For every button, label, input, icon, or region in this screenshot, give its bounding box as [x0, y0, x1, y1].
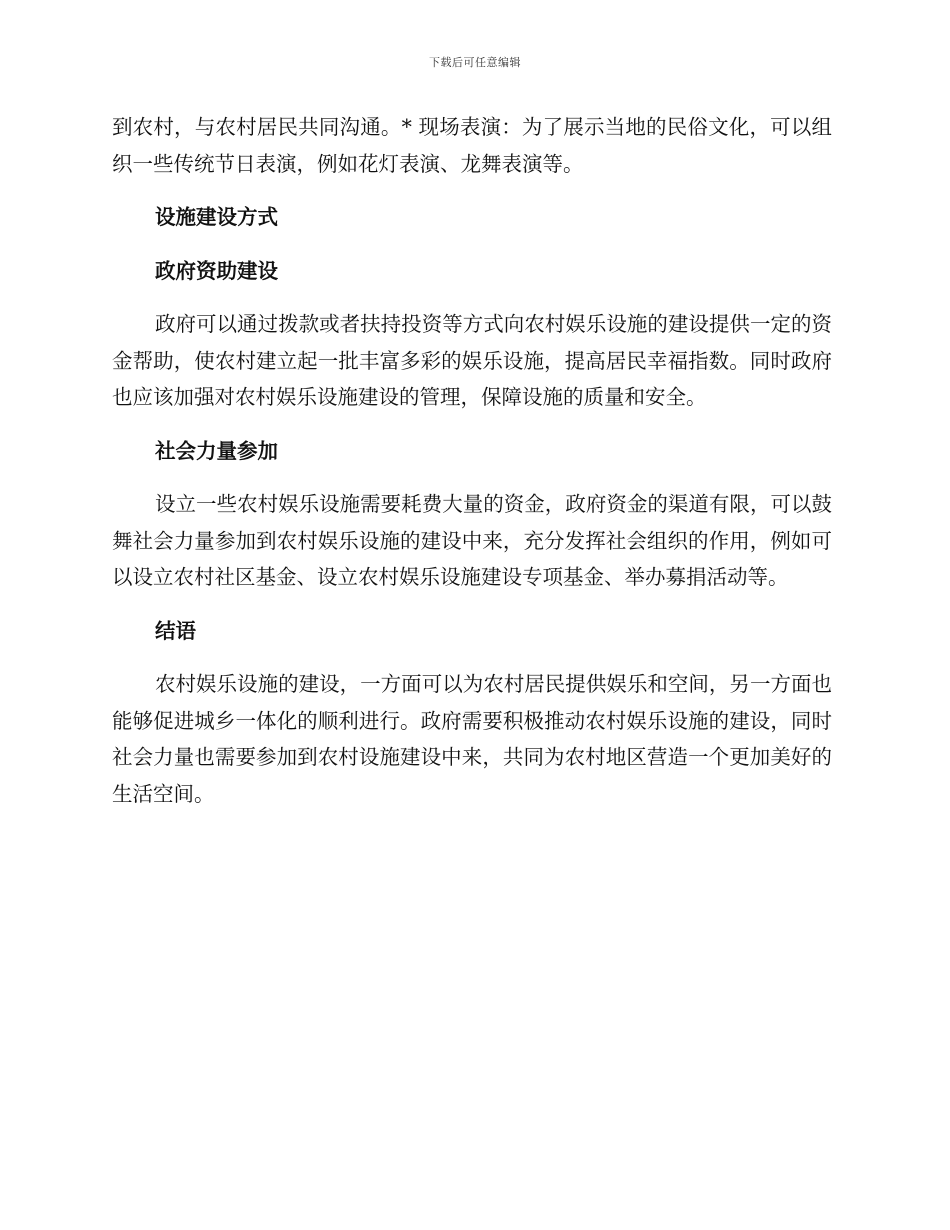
subsection-heading-government: 政府资助建设 — [155, 258, 278, 283]
conclusion-paragraph: 农村娱乐设施的建设，一方面可以为农村居民提供娱乐和空间，另一方面也能够促进城乡一体化的顺利进行。政府需要积极推动农村娱乐设施的建设，同时社会力量也需要参加到农村设施建设中来，共同为农村地区营造一个更加美好的生活空间。 — [112, 672, 832, 806]
conclusion-heading: 结语 — [155, 618, 196, 643]
social-participation-paragraph: 设立一些农村娱乐设施需要耗费大量的资金，政府资金的渠道有限，可以鼓舞社会力量参加到农村娱乐设施的建设中来，充分发挥社会组织的作用，例如可以设立农村社区基金、设立农村娱乐设施建设专项基金、举办募捐活动等。 — [112, 492, 832, 589]
page-header: 下载后可任意编辑 — [429, 56, 521, 69]
subsection-heading-social: 社会力量参加 — [155, 438, 278, 463]
document-body — [112, 109, 832, 812]
continuation-paragraph: 到农村，与农村居民共同沟通。* 现场表演：为了展示当地的民俗文化，可以组织一些传统节日表演，例如花灯表演、龙舞表演等。 — [112, 115, 832, 176]
government-funding-paragraph: 政府可以通过拨款或者扶持投资等方式向农村娱乐设施的建设提供一定的资金帮助，使农村建立起一批丰富多彩的娱乐设施，提高居民幸福指数。同时政府也应该加强对农村娱乐设施建设的管理，保障设施的质量和安全。 — [112, 312, 832, 409]
section-heading: 设施建设方式 — [155, 205, 278, 229]
